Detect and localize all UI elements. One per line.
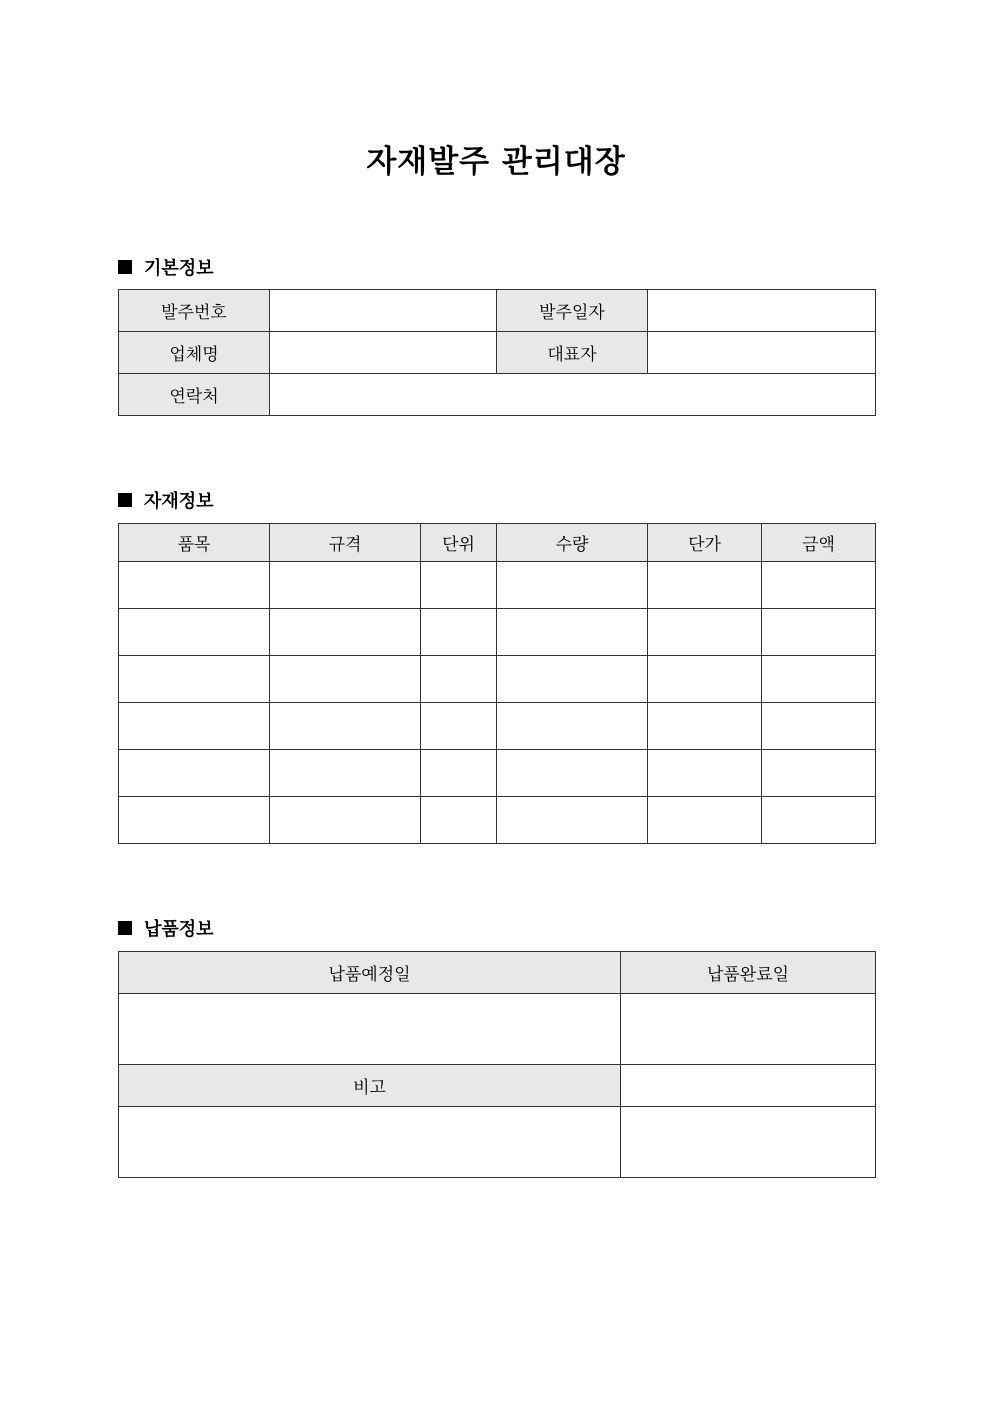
square-bullet-icon <box>118 921 132 935</box>
table-row <box>119 656 876 703</box>
column-header-unit-price: 단가 <box>648 524 762 562</box>
cell-spec[interactable] <box>270 562 421 609</box>
cell-unit[interactable] <box>421 562 497 609</box>
cell-unit-price[interactable] <box>648 609 762 656</box>
basic-info-table <box>118 289 876 416</box>
column-header-quantity: 수량 <box>497 524 648 562</box>
completed-date-field[interactable] <box>621 994 876 1065</box>
completed-date-label: 납품완료일 <box>621 952 876 994</box>
cell-unit[interactable] <box>421 656 497 703</box>
remarks-field[interactable] <box>119 1107 621 1178</box>
delivery-info-table <box>118 951 876 1178</box>
material-info-table <box>118 523 876 844</box>
cell-unit-price[interactable] <box>648 703 762 750</box>
cell-quantity[interactable] <box>497 797 648 844</box>
order-date-label: 발주일자 <box>497 290 648 332</box>
cell-spec[interactable] <box>270 656 421 703</box>
section-heading-label: 납품정보 <box>144 919 214 940</box>
cell-item[interactable] <box>119 703 270 750</box>
company-field[interactable] <box>270 332 497 374</box>
column-header-unit: 단위 <box>421 524 497 562</box>
cell-amount[interactable] <box>762 656 876 703</box>
cell-quantity[interactable] <box>497 609 648 656</box>
cell-quantity[interactable] <box>497 656 648 703</box>
remarks-label: 비고 <box>119 1065 621 1107</box>
company-label: 업체명 <box>119 332 270 374</box>
material-header-row <box>119 524 876 562</box>
cell-amount[interactable] <box>762 797 876 844</box>
ceo-label: 대표자 <box>497 332 648 374</box>
cell-quantity[interactable] <box>497 750 648 797</box>
table-row <box>119 562 876 609</box>
square-bullet-icon <box>118 260 132 274</box>
contact-field[interactable] <box>270 374 876 416</box>
order-date-field[interactable] <box>648 290 876 332</box>
remarks-side-cell <box>621 1065 876 1107</box>
cell-item[interactable] <box>119 750 270 797</box>
table-row <box>119 797 876 844</box>
column-header-spec: 규격 <box>270 524 421 562</box>
square-bullet-icon <box>118 493 132 507</box>
cell-amount[interactable] <box>762 703 876 750</box>
ceo-field[interactable] <box>648 332 876 374</box>
cell-spec[interactable] <box>270 797 421 844</box>
cell-spec[interactable] <box>270 750 421 797</box>
section-heading-material <box>118 487 214 513</box>
document-title: 자재발주 관리대장 <box>366 144 626 180</box>
cell-item[interactable] <box>119 562 270 609</box>
table-row <box>119 609 876 656</box>
cell-quantity[interactable] <box>497 562 648 609</box>
cell-amount[interactable] <box>762 562 876 609</box>
cell-unit-price[interactable] <box>648 797 762 844</box>
cell-amount[interactable] <box>762 750 876 797</box>
order-no-field[interactable] <box>270 290 497 332</box>
cell-unit[interactable] <box>421 703 497 750</box>
scheduled-date-label: 납품예정일 <box>119 952 621 994</box>
cell-spec[interactable] <box>270 703 421 750</box>
cell-unit-price[interactable] <box>648 562 762 609</box>
contact-label: 연락처 <box>119 374 270 416</box>
column-header-item: 품목 <box>119 524 270 562</box>
cell-item[interactable] <box>119 656 270 703</box>
section-heading-delivery <box>118 915 214 941</box>
cell-amount[interactable] <box>762 609 876 656</box>
cell-unit-price[interactable] <box>648 750 762 797</box>
cell-spec[interactable] <box>270 609 421 656</box>
cell-unit[interactable] <box>421 750 497 797</box>
cell-item[interactable] <box>119 609 270 656</box>
cell-quantity[interactable] <box>497 703 648 750</box>
column-header-amount: 금액 <box>762 524 876 562</box>
cell-unit-price[interactable] <box>648 656 762 703</box>
cell-unit[interactable] <box>421 797 497 844</box>
section-heading-label: 기본정보 <box>144 258 214 279</box>
cell-item[interactable] <box>119 797 270 844</box>
section-heading-label: 자재정보 <box>144 491 214 512</box>
remarks-side-field[interactable] <box>621 1107 876 1178</box>
scheduled-date-field[interactable] <box>119 994 621 1065</box>
section-heading-basic <box>118 254 214 280</box>
cell-unit[interactable] <box>421 609 497 656</box>
table-row <box>119 703 876 750</box>
order-no-label: 발주번호 <box>119 290 270 332</box>
table-row <box>119 750 876 797</box>
